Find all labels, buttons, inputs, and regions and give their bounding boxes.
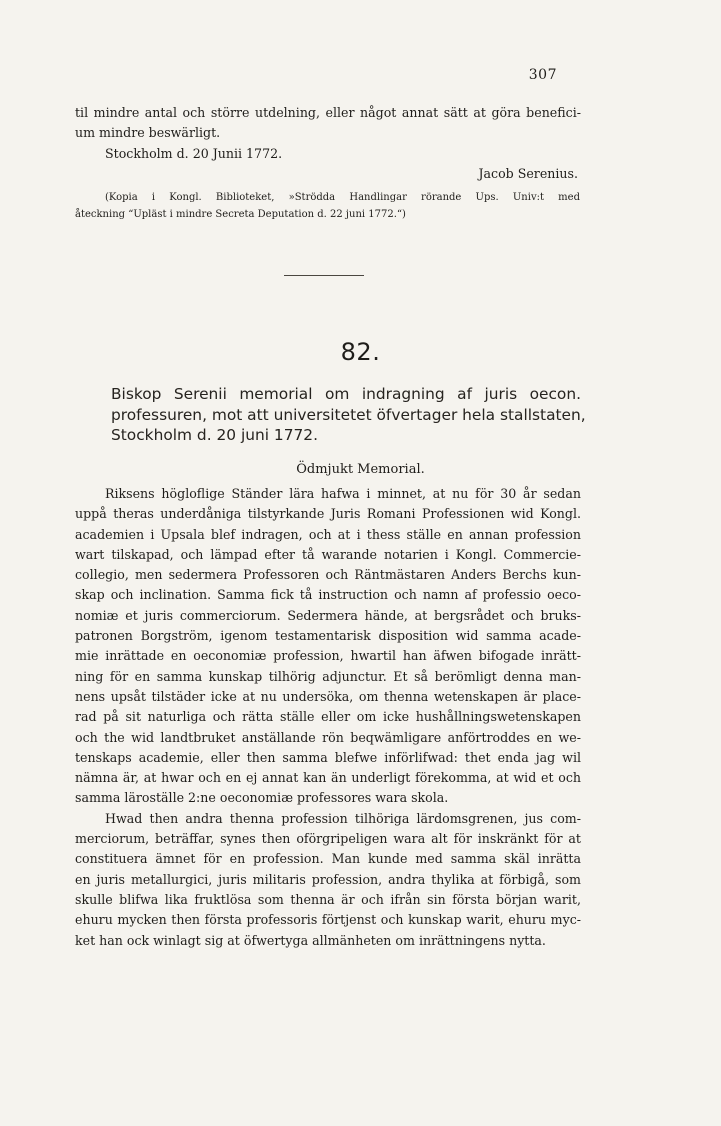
signature: Jacob Serenius.	[478, 165, 578, 181]
body-line: mie inrättade en oeconomiæ profession, hwartil han äfwen bifogade inrätt-	[75, 648, 581, 664]
body-line: merciorum, beträffar, synes then oförgripeligen wara alt för inskränkt för at	[75, 831, 581, 847]
closing-line-1: til mindre antal och större utdelning, eller något annat sätt at göra benefici-	[75, 105, 581, 120]
body-line: uppå theras underdåniga tilstyrkande Juris Romani Professionen wid Kongl.	[75, 506, 581, 522]
body-line: constituera ämnet för en profession. Man kunde med samma skäl inrätta	[75, 851, 581, 867]
body-line: academien i Upsala blef indragen, och at i thess ställe en annan profession	[75, 526, 581, 542]
source-note-line-1: (Kopia i Kongl. Biblioteket, »Strödda Handlingar rörande Ups. Univ:t med	[105, 192, 580, 203]
closing-line-2: um mindre beswärligt.	[75, 125, 221, 141]
memorial-body	[75, 484, 581, 951]
memorial-title: Ödmjukt Memorial.	[296, 462, 425, 477]
place-date: Stockholm d. 20 Junii 1772.	[105, 145, 283, 161]
body-line: och the wid landtbruket anställande rön beqwämligare anförtroddes en we-	[75, 729, 581, 745]
body-line: ehuru mycken then första professoris förtjenst och kunskap warit, ehuru myc-	[75, 912, 581, 928]
section-divider	[284, 275, 364, 276]
body-line: ket han ock winlagt sig at öfwertyga allmänheten om inrättningens nytta.	[75, 932, 546, 948]
closing-paragraph	[75, 103, 581, 184]
body-line: rad på sit naturliga och rätta ställe eller om icke hushållningswetenskapen	[75, 709, 581, 725]
body-line: patronen Borgström, igenom testamentarisk disposition wid samma acade-	[75, 628, 581, 644]
body-line: skap och inclination. Samma fick tå instruction och namn af professio oeco-	[75, 587, 581, 603]
source-note-line-2: åteckning “Upläst i mindre Secreta Deputation d. 22 juni 1772.“)	[75, 209, 406, 220]
body-line: en juris metallurgici, juris militaris profession, andra thylika at förbigå, som	[75, 871, 581, 887]
document-number: 82.	[340, 338, 381, 366]
page-number: 307	[528, 67, 557, 83]
body-line: samma läroställe 2:ne oeconomiæ professores wara skola.	[75, 790, 449, 806]
body-line: skulle blifwa lika fruktlösa som thenna är och ifrån sin första början warit,	[75, 891, 581, 907]
body-line: ning för en samma kunskap tilhörig adjunctur. Et så berömligt denna man-	[75, 668, 581, 684]
body-line: tenskaps academie, eller then samma blefwe införlifwad: thet enda jag wil	[75, 749, 581, 765]
body-line: nämna är, at hwar och en ej annat kan än underligt förekomma, at wid et och	[75, 770, 581, 786]
body-line: Riksens högloflige Ständer lära hafwa i minnet, at nu för 30 år sedan	[105, 486, 581, 501]
body-line: wart tilskapad, och lämpad efter tå warande notarien i Kongl. Commercie-	[75, 546, 581, 562]
heading-line-2: professuren, mot att universitetet öfvertager hela stallstaten,	[111, 405, 586, 424]
body-line: Hwad then andra thenna profession tilhöriga lärdomsgrenen, jus com-	[105, 810, 581, 826]
body-line: nomiæ et juris commerciorum. Sedermera hände, at bergsrådet och bruks-	[75, 607, 581, 623]
heading-line-1: Biskop Serenii memorial om indragning af juris oecon.	[111, 385, 581, 403]
heading-line-3: Stockholm d. 20 juni 1772.	[111, 426, 318, 444]
document-heading	[111, 384, 586, 446]
body-line: nens upsåt tilstäder icke at nu undersöka, om thenna wetenskapen är place-	[75, 688, 581, 704]
source-note	[75, 189, 580, 223]
body-line: collegio, men sedermera Professoren och Räntmästaren Anders Berchs kun-	[75, 567, 581, 583]
